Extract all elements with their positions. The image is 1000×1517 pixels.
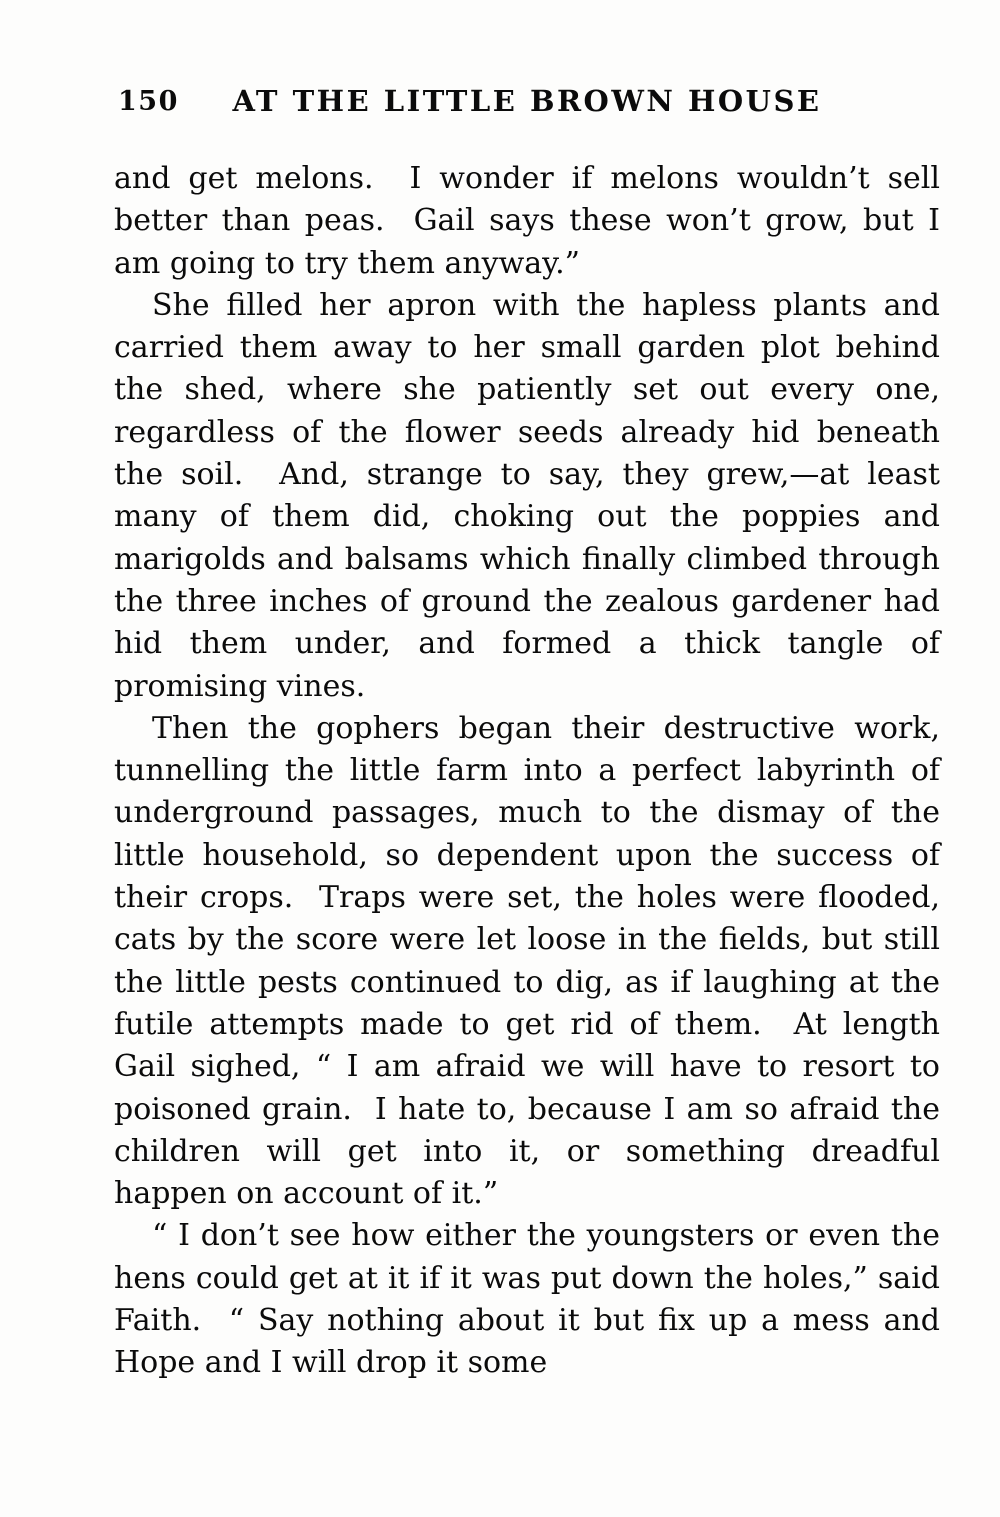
paragraph-she-filled: She filled her apron with the hapless plants and carried them away to her small garden plot behind the shed, where she patiently set out every one, regardless of the flower seeds already hid beneath the soil. And, strange to say, they grew,—at least many of them did, choking out the poppies and marigolds and balsams which finally climbed through the three inches of ground the zealous gardener had hid them under, and formed a thick tangle of promising vines. xyxy=(114,287,940,704)
running-title-text: AT THE LITTLE BROWN HOUSE xyxy=(232,84,822,118)
paragraph-faith-dialogue: “ I don’t see how either the youngsters or even the hens could get at it if it was put down the holes,” said Faith. “ Say nothing about it but fix up a mess and Hope and I will drop it some xyxy=(114,1218,940,1381)
paragraph-gophers: Then the gophers began their destructive work, tunnelling the little farm into a perfect labyrinth of underground passages, much to the dismay of the little household, so dependent upon the success of their crops. Traps were set, the holes were flooded, cats by the score were let loose in the fields, but still the little pests continued to dig, as if laughing at the futile attempts made to get rid of them. At length Gail sighed, “ I am afraid we will have to resort to poisoned grain. I hate to, because I am so afraid the children will get into it, or something dreadful happen on account of it.” xyxy=(114,710,940,1212)
page-body xyxy=(114,158,940,1385)
page-number: 150 xyxy=(118,86,179,117)
paragraph-continuation: and get melons. I wonder if melons wouldn’t sell better than peas. Gail says these won’t grow, but I am going to try them anyway.” xyxy=(114,161,940,281)
running-header xyxy=(114,84,940,124)
